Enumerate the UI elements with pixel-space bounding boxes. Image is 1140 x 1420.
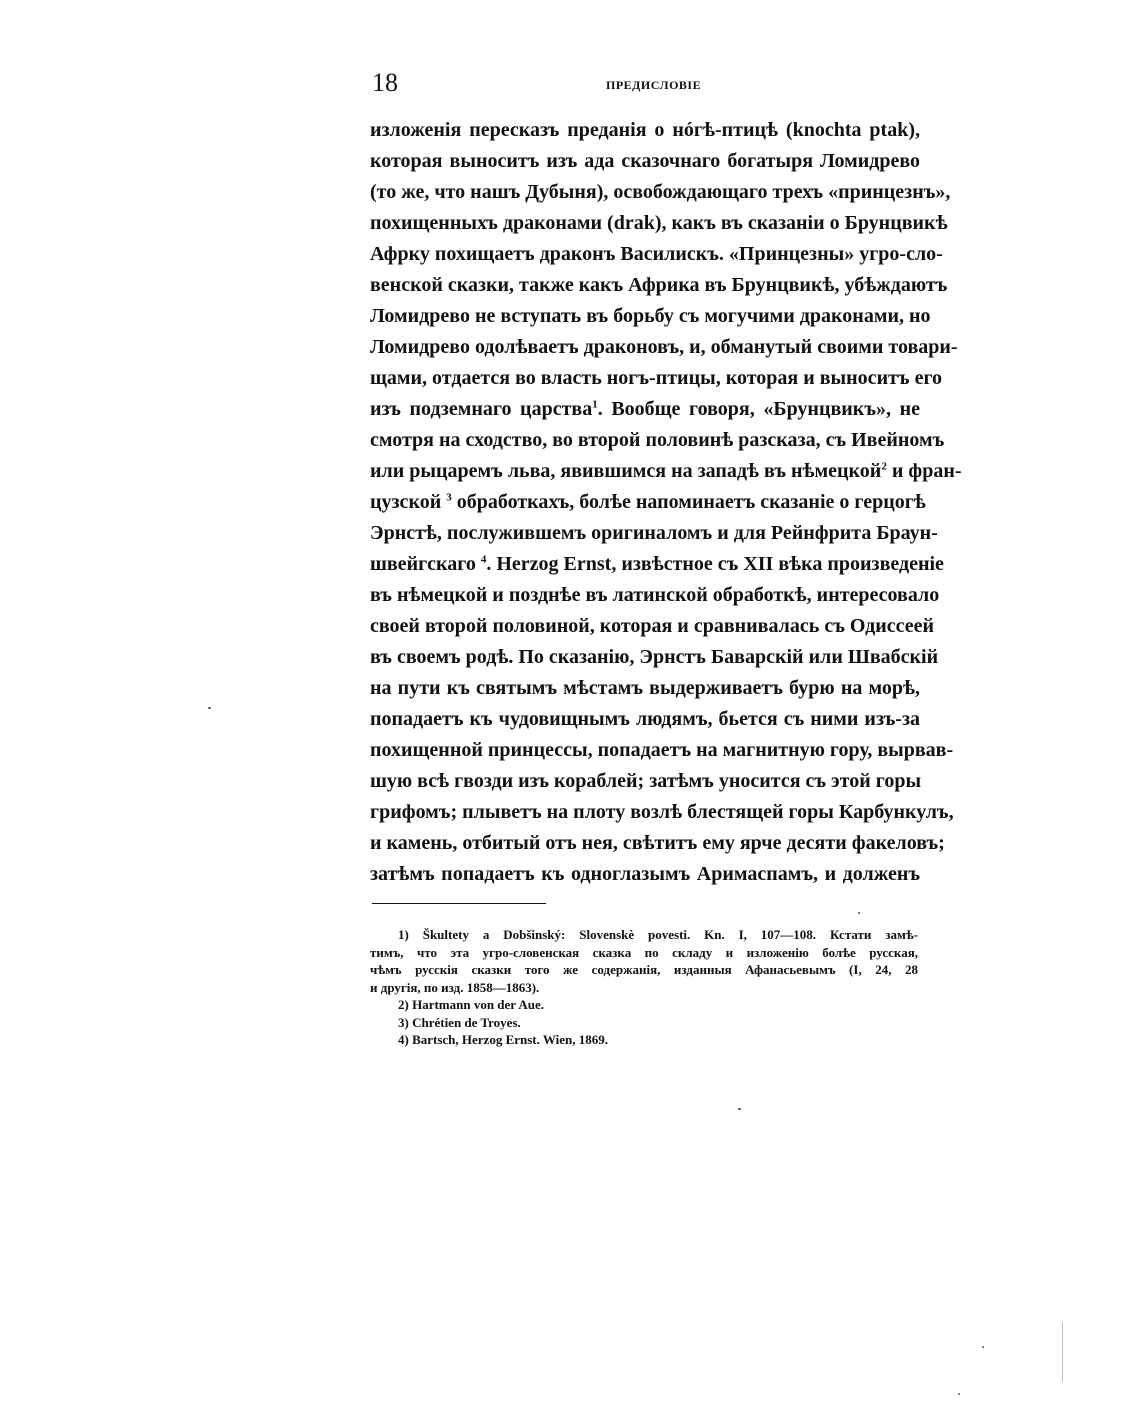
text-line: изложенія пересказъ преданія о нóгѣ-птицѣ (knochta ptak), (370, 119, 920, 141)
text-fragment: и фран- (886, 460, 962, 482)
text-line: которая выноситъ изъ ада сказочнаго богатыря Ломидрево (370, 150, 920, 172)
main-text (370, 115, 962, 890)
scan-edge-mark (1062, 1322, 1063, 1382)
text-fragment: швейгскаго (370, 553, 476, 575)
running-title: ПРЕДИСЛОВІЕ (606, 78, 702, 92)
text-line: похищенныхъ драконами (drak), какъ въ сказаніи о Брунцвикѣ (370, 212, 948, 234)
text-fragment: или рыцаремъ льва, явившимся на западѣ въ нѣмецкой (370, 460, 882, 482)
scan-speck (982, 1346, 984, 1348)
text-fragment: . Вообще говоря, «Брунцвикъ», не (597, 398, 920, 420)
footnote-line: 1) Škultety a Dobšinský: Slovenskè povesti. Kn. I, 107—108. Кстати замѣ- (398, 927, 918, 942)
text-line: Ломидрево одолѣваетъ драконовъ, и, обманутый своими товари- (370, 336, 958, 358)
footnote-ref-4: 4 (480, 553, 487, 566)
text-line: въ своемъ родѣ. По сказанію, Эрнстъ Баварскій или Швабскій (370, 646, 939, 668)
text-line: своей второй половиной, которая и сравнивалась съ Одиссеей (370, 615, 935, 637)
text-line: Афрку похищаетъ драконъ Василискъ. «Принцезны» угро-сло- (370, 243, 943, 265)
text-fragment: изъ подземнаго царства (370, 398, 593, 420)
text-line: въ нѣмецкой и позднѣе въ латинской обработкѣ, интересовало (370, 584, 940, 606)
text-line (370, 487, 926, 518)
text-line (370, 456, 962, 487)
text-fragment: цузской (370, 491, 442, 513)
text-line: затѣмъ попадаетъ къ одноглазымъ Аримаспамъ, и долженъ (370, 863, 920, 885)
scan-speck (958, 1393, 960, 1395)
text-line (370, 394, 920, 425)
footnote-ref-2: 2 (881, 460, 887, 473)
scan-speck (858, 912, 860, 914)
text-fragment: . Herzog Ernst, извѣстное съ XII вѣка произведеніе (486, 553, 944, 575)
footnote-line: тимъ, что эта угро-словенская сказка по складу и изложенію болѣе русская, (370, 944, 918, 960)
footnote-line: 3) Chrétien de Troyes. (398, 1014, 521, 1030)
text-line: смотря на сходство, во второй половинѣ разсказа, съ Ивейномъ (370, 429, 945, 451)
footnote-line: 2) Hartmann von der Aue. (398, 997, 545, 1012)
page-number: 18 (372, 68, 398, 97)
footnotes (370, 926, 918, 1049)
scan-speck (208, 707, 211, 709)
text-line: шую всѣ гвозди изъ кораблей; затѣмъ уносится съ этой горы (370, 770, 922, 792)
scan-speck (738, 1108, 741, 1110)
footnote-ref-3: 3 (446, 491, 452, 504)
text-line: и камень, отбитый отъ нея, свѣтитъ ему ярче десяти факеловъ; (370, 832, 945, 854)
footnote-line: и другія, по изд. 1858—1863). (370, 979, 540, 995)
text-line: грифомъ; плыветъ на плоту возлѣ блестящей горы Карбункулъ, (370, 801, 954, 823)
text-line: щами, отдается во власть ногъ-птицы, которая и выноситъ его (370, 367, 943, 389)
text-fragment: обработкахъ, болѣе напоминаетъ сказаніе о герцогѣ (451, 491, 926, 513)
text-line (370, 549, 944, 580)
footnote-line: 4) Bartsch, Herzog Ernst. Wien, 1869. (398, 1032, 609, 1047)
footnote-divider (372, 903, 546, 904)
text-line: Ломидрево не вступать въ борьбу съ могучими драконами, но (370, 305, 931, 327)
text-line: Эрнстѣ, послужившемъ оригиналомъ и для Рейнфрита Браун- (370, 522, 938, 544)
text-line: похищенной принцессы, попадаетъ на магнитную гору, вырвав- (370, 739, 954, 761)
text-line: попадаетъ къ чудовищнымъ людямъ, бьется съ ними изъ-за (370, 708, 920, 730)
text-line: венской сказки, также какъ Африка въ Брунцвикѣ, убѣждаютъ (370, 274, 948, 296)
footnote-line: чѣмъ русскія сказки того же содержанія, изданныя Афанасьевымъ (I, 24, 28 (370, 962, 918, 977)
text-line: (то же, что нашъ Дубыня), освобождающаго трехъ «принцезнъ», (370, 181, 951, 203)
text-line: на пути къ святымъ мѣстамъ выдерживаетъ бурю на морѣ, (370, 677, 920, 699)
footnote-ref-1: 1 (592, 398, 598, 411)
